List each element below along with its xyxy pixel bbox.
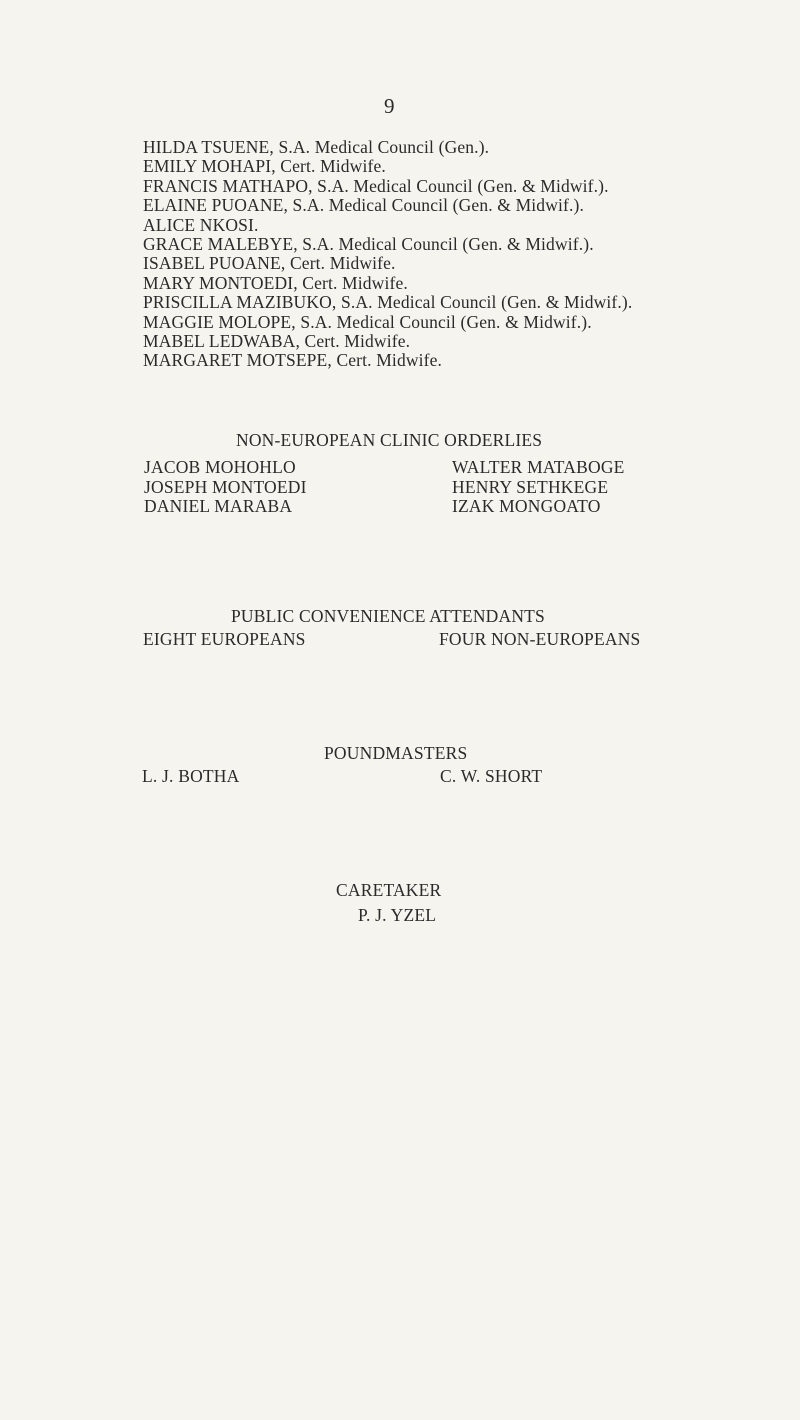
staff-entry: MARGARET MOTSEPE, Cert. Midwife. xyxy=(143,350,443,371)
orderly-name: DANIEL MARABA xyxy=(144,496,293,516)
convenience-right: FOUR NON-EUROPEANS xyxy=(439,629,641,649)
staff-entry: ISABEL PUOANE, Cert. Midwife. xyxy=(143,253,396,274)
orderlies-right-column xyxy=(452,458,625,517)
caretaker-name: P. J. YZEL xyxy=(358,905,437,925)
convenience-heading: PUBLIC CONVENIENCE ATTENDANTS xyxy=(231,606,545,626)
poundmaster-right: C. W. SHORT xyxy=(440,766,543,786)
orderly-name: JOSEPH MONTOEDI xyxy=(144,476,307,497)
orderlies-heading: NON-EUROPEAN CLINIC ORDERLIES xyxy=(236,430,543,450)
staff-entry: PRISCILLA MAZIBUKO, S.A. Medical Council (Gen. & Midwif.). xyxy=(143,292,633,313)
staff-entry: MABEL LEDWABA, Cert. Midwife. xyxy=(143,331,411,352)
convenience-left: EIGHT EUROPEANS xyxy=(143,629,306,649)
poundmasters-heading: POUNDMASTERS xyxy=(324,743,468,763)
staff-entry: MAGGIE MOLOPE, S.A. Medical Council (Gen. & Midwif.). xyxy=(143,311,592,332)
staff-entry: GRACE MALEBYE, S.A. Medical Council (Gen. & Midwif.). xyxy=(143,234,594,255)
poundmaster-left: L. J. BOTHA xyxy=(142,766,240,786)
staff-entry: EMILY MOHAPI, Cert. Midwife. xyxy=(143,156,386,177)
page-number: 9 xyxy=(384,94,395,118)
staff-entry: MARY MONTOEDI, Cert. Midwife. xyxy=(143,272,408,293)
staff-entry: HILDA TSUENE, S.A. Medical Council (Gen.). xyxy=(143,137,490,157)
orderly-name: HENRY SETHKEGE xyxy=(452,476,609,497)
orderly-name: WALTER MATABOGE xyxy=(452,457,625,477)
nursing-staff-list xyxy=(143,138,632,371)
staff-entry: ELAINE PUOANE, S.A. Medical Council (Gen. & Midwif.). xyxy=(143,195,585,216)
orderly-name: IZAK MONGOATO xyxy=(452,496,601,516)
staff-entry: ALICE NKOSI. xyxy=(143,214,259,235)
staff-entry: FRANCIS MATHAPO, S.A. Medical Council (Gen. & Midwif.). xyxy=(143,175,609,196)
orderlies-left-column xyxy=(144,458,307,517)
caretaker-heading: CARETAKER xyxy=(336,880,442,900)
orderly-name: JACOB MOHOHLO xyxy=(144,457,296,477)
